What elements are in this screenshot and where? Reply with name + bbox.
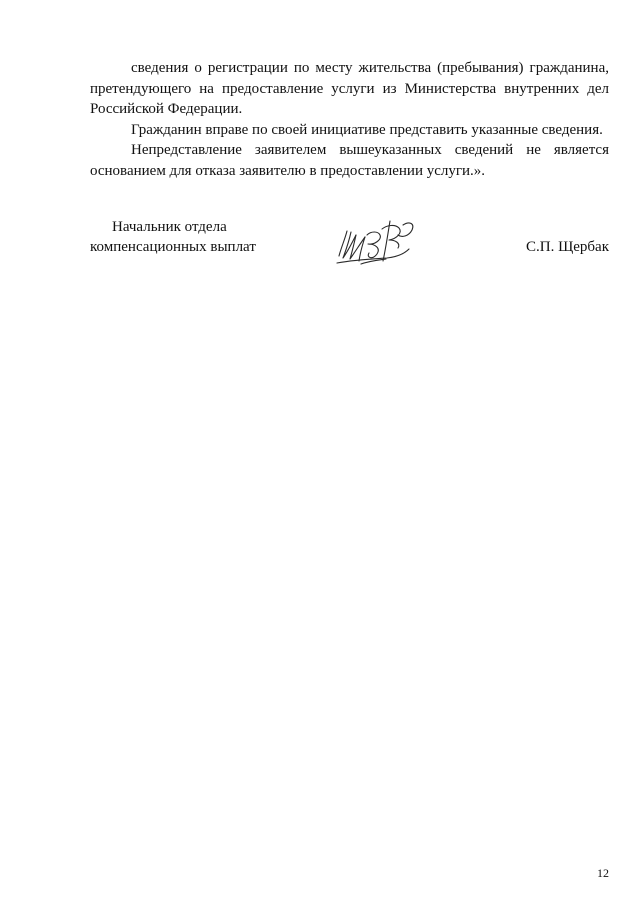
position-line-2: компенсационных выплат: [90, 239, 256, 255]
handwritten-signature: [335, 215, 425, 269]
document-body: [90, 58, 609, 181]
signer-position: [90, 217, 310, 257]
position-line-1: Начальник отдела: [112, 219, 227, 235]
signature-block: [90, 217, 609, 277]
paragraph-non-submission: Непредставление заявителем вышеуказанных сведений не является основанием для отказа заявителю в предоставлении услуги.».: [90, 142, 609, 179]
paragraph-registration-info: сведения о регистрации по месту жительства (пребывания) гражданина, претендующего на предоставление услуги из Министерства внутренних дел Российской Федерации.: [90, 60, 609, 117]
paragraph-citizen-right: Гражданин вправе по своей инициативе представить указанные сведения.: [131, 121, 603, 138]
signer-name: С.П. Щербак: [526, 239, 609, 255]
page-number: 12: [597, 866, 609, 880]
